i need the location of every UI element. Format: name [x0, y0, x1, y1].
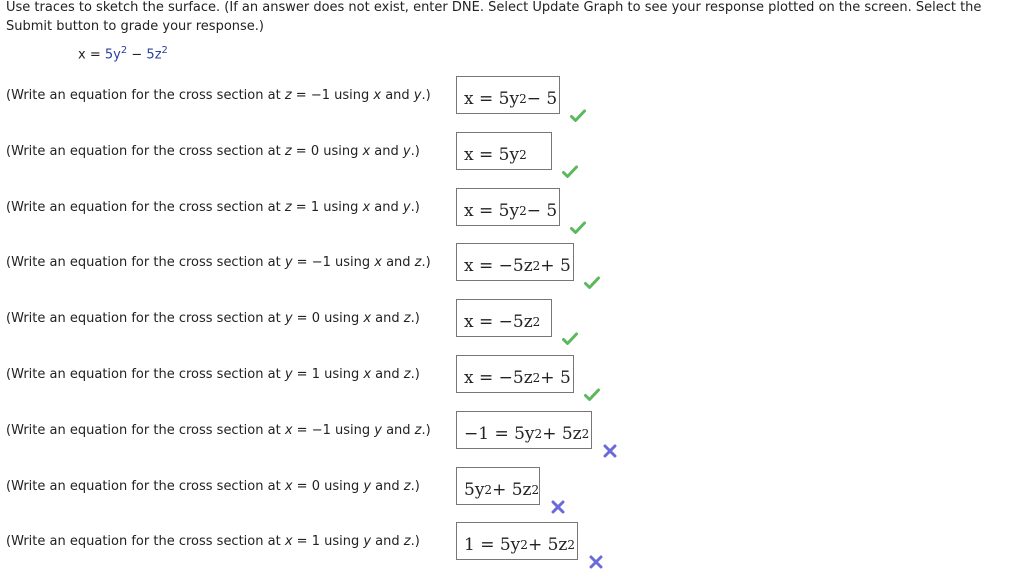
answer-input[interactable]: x = −5z $^2$ + 5	[456, 355, 574, 393]
answer-input[interactable]: 1 = 5y $^2$ + 5z $^2$	[456, 522, 578, 560]
correct-icon	[570, 109, 586, 123]
question-label: (Write an equation for the cross section at z = 1 using x and y.)	[6, 199, 420, 215]
correct-icon	[562, 332, 578, 346]
correct-icon	[562, 165, 578, 179]
correct-icon	[584, 276, 600, 290]
answer-input[interactable]: x = 5y $^2$ − 5	[456, 188, 560, 226]
incorrect-icon	[550, 500, 566, 514]
instructions-text: Use traces to sketch the surface. (If an answer does not exist, enter DNE. Select Update Graph to see your response plotted on the screen. Select the Submit button to grade your response.)	[6, 0, 982, 34]
incorrect-icon	[602, 444, 618, 458]
question-label: (Write an equation for the cross section at z = 0 using x and y.)	[6, 143, 420, 159]
answer-input[interactable]: −1 = 5y $^2$ + 5z $^2$	[456, 411, 592, 449]
incorrect-icon	[588, 555, 604, 569]
question-label: (Write an equation for the cross section at y = 0 using x and z.)	[6, 311, 420, 327]
correct-icon	[584, 388, 600, 402]
answer-input[interactable]: x = −5z $^2$	[456, 299, 552, 337]
question-label: (Write an equation for the cross section at y = −1 using x and z.)	[6, 255, 431, 271]
question-label: (Write an equation for the cross section at z = −1 using x and y.)	[6, 88, 431, 103]
given-equation: $x = 5y^2 - 5z^2$	[78, 45, 168, 63]
question-label: (Write an equation for the cross section at x = −1 using y and z.)	[6, 422, 431, 438]
correct-icon	[570, 221, 586, 235]
answer-input[interactable]: x = 5y $^2$	[456, 132, 552, 170]
question-label: (Write an equation for the cross section at x = 0 using y and z.)	[6, 478, 420, 494]
question-label: (Write an equation for the cross section at x = 1 using y and z.)	[6, 534, 420, 550]
answer-input[interactable]: x = 5y $^2$ − 5	[456, 76, 560, 114]
answer-input[interactable]: x = −5z $^2$ + 5	[456, 243, 574, 281]
answer-input[interactable]: 5y $^2$ + 5z $^2$	[456, 467, 540, 505]
question-label: (Write an equation for the cross section at y = 1 using x and z.)	[6, 367, 420, 382]
